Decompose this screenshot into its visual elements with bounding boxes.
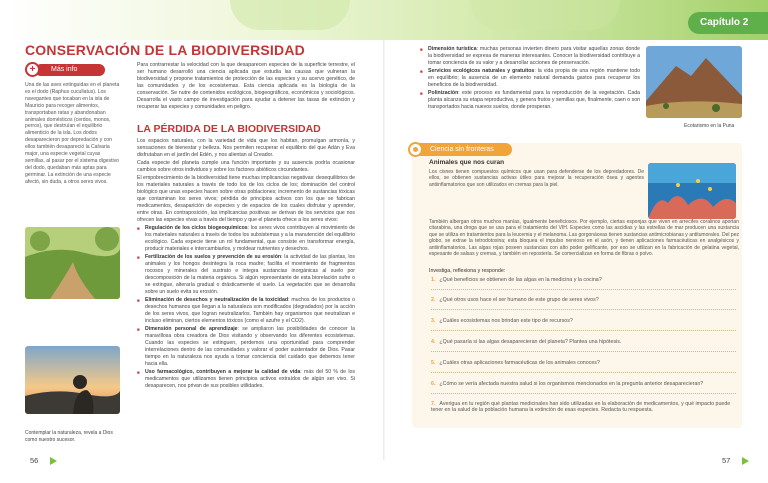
bullet-item [137,254,355,296]
question-text: ¿Qué otros usos hace el ser humano de este grupo de seres vivos? [439,297,599,303]
bullet-text: : la actividad de las plantas, los animales y los hongos desintegra la roca madre; facilita el movimiento de fragmentos rocosos y minerales del sustrato e integra sustancias inorgánicas al suelo por descomposición de la materia orgánica. Si algún representante de esta biorelación sufre o se extingue, alteraría gradual o drásticamente el suelo. La vegetación que se desarrolla sobre un suelo evita su erosión. [145,254,355,295]
globe-icon [408,142,423,157]
bullet-text: : se ampliaron las posibilidades de conocer la maravillosa obra creadora de Dios visitando y observando los diferentes ecosistemas. Cuando las especies se extinguen, perdemos una oportunidad para comprender interrelaciones dentro de las comunidades y valorar el poder sustentador de Dios. Pasar tiempo en la naturaleza nos ayuda a tomar conciencia del cuidado que debemos tener hacia ella. [145,326,355,367]
answer-line [431,309,736,310]
mas-info-badge [25,62,105,77]
question-5: 5. ¿Cuáles otras aplicaciones farmacéuticas de los animales conoces? [431,360,736,366]
bullet-item [420,68,640,89]
intro-text: Para contrarrestar la velocidad con la que desaparecen especies de la superficie terrestre, el ser humano desarrolló una ciencia aplicada que estudia las causas que vulneran la biodiversidad y propone tratamientos de protección de las especies y su acervo genético, de las comunidades y de los ecosistemas. Esta ciencia aplicada es la biología de la conservación. Se nutre de contenidos ecológicos, biogeográficos, económicos y sociológicos. Desarrolla el vasto campo de investigación para ayudar a detener las tasas de extinción y recuperar las especies y comunidades en peligro. [137,62,355,110]
answer-line [431,330,736,331]
trail-photo [25,227,120,299]
bullet-label: Dimensión personal de aprendizaje [145,326,238,332]
intro-paragraph [137,62,355,112]
question-3: 3. ¿Cuáles ecosistemas nos brindan este tipo de recursos? [431,318,736,324]
coral-reef-photo [648,163,736,219]
answer-line [431,289,736,290]
photo-caption: Ecotarismo en la Puna [684,123,735,129]
photo-caption: Contemplar la naturaleza, revela a Dios como nuestro sucesor. [25,430,113,443]
paragraph-2: Cada especie del planeta cumple una función importante y su ausencia podría ocasionar cambios sobre otros individuos y sobre los factores abióticos circundantes. [137,160,355,173]
question-text: ¿Cuáles otras aplicaciones farmacéuticas de los animales conoces? [439,360,600,366]
bullet-item [420,90,640,111]
bullet-text: : más del 50 % de los medicamentos que utilizamos tienen principios activos extraídos de algún ser vivo. Si desaparecen, nos privan de sus posibles utilidades. [145,369,355,389]
bullet-label: Dimensión turística [428,46,477,52]
bullet-label: Eliminación de desechos y neutralización de la toxicidad [145,297,289,303]
decorative-leaf [470,0,620,30]
answer-line [431,351,736,352]
bullet-item [137,297,355,325]
next-arrow-icon [742,457,749,465]
paragraph-3: El empobrecimiento de la biodiversidad tiene muchas implicancias negativas: desequilibrios de los materiales naturales a través de todo los de los ciclos de los; dominación del control biológico que unas especies hacen sobre otras poblaciones; incremento de sustancias tóxicas que contaminan los seres vivos; pérdida de principios activos con los que se fabrican medicamentos, desaparición de especies y de espacios de los cuales disfrutar y aprender, entre otras. En contraposición, las implicancias positivas se derivan de los servicios que nos ofrecen las especies vivas a través del tiempo y que el planeta ofrece a los seres vivos: [137,175,355,223]
chapter-tab: Capítulo 2 [688,12,768,34]
question-text: Averigua en tu región qué plantas medicinales han sido utilizadas en la elaboración de medicamentos, y qué impacto puede tener en la salud de la población humana la extinción de esas especies. Redacta tu respuesta. [431,401,731,414]
investiga-heading: Investiga, reflexiona y responde: [429,268,506,274]
bullet-text: : los seres vivos contribuyen al movimiento de los materiales naturales a través de todos los subsistemas y a la manutención del equilibrio ecológico. Cada especie tiene un rol fundamental, que consiste en transformar energía, producir materiales e intercambiarlos, y moldear nutrientes y desechos. [145,225,355,252]
plus-icon: + [25,62,40,77]
question-2: 2. ¿Qué otros usos hace el ser humano de este grupo de seres vivos? [431,297,736,303]
decorative-leaf [230,0,350,30]
answer-line [431,393,736,394]
bullet-text: : muchas personas invierten dinero para visitar aquellas zonas donde la biodiversidad se expresa de maneras interesantes. Conocer la biodiversidad contribuye a tomar conciencia de su valor y a desarrollar acciones de preservación. [428,46,640,66]
box-text-1: Los cisnes tienen compuestos químicos que usan para defenderse de los depredadores. De ellos, se obtienen sustancias activas útiles para mejorar la recuperación ósea y agentes antiinflamatorios que son utilizados en cremas para la piel. [429,169,644,188]
question-text: ¿Qué beneficios se obtienen de las algas en la medicina y la cocina? [439,277,602,283]
bullet-item [420,46,640,67]
puna-photo [646,46,742,118]
bullet-text: : muchos de los productos o desechos humanos que llegan a la naturaleza son modificados (degradados) por la acción de los seres vivos, que logran neutralizarlos. También hay organismos que neutralizan e incluso eliminan, ciertos elementos tóxicos (como el azufre y el CO2). [145,297,355,324]
next-arrow-icon [50,457,57,465]
bullet-item [137,326,355,368]
page-title: CONSERVACIÓN DE LA BIODIVERSIDAD [25,42,305,58]
mas-info-label: Más info [35,64,105,76]
bullet-label: Fertilización de los suelos y prevención de su erosión [145,254,282,260]
question-text: ¿Qué pasaría si las algas desaparecieran del planeta? Plantea una hipótesis. [439,339,622,345]
question-text: ¿Cómo se vería afectada nuestra salud si los organismos mencionados en la pregunta anterior desaparecieran? [439,381,704,387]
section-heading: LA PÉRDIDA DE LA BIODIVERSIDAD [137,123,321,135]
sunset-photo [25,346,120,414]
top-banner [0,0,768,40]
bullet-label: Regulación de los ciclos biogeoquímicos [145,225,248,231]
bullet-label: Polinización [428,90,459,96]
box-heading: Animales que nos curan [429,159,505,166]
question-1: 1. ¿Qué beneficios se obtienen de las algas en la medicina y la cocina? [431,277,736,283]
main-column-right [420,46,640,112]
main-column-left [137,138,355,391]
page-number-right: 57 [722,456,731,465]
bullet-text: : este proceso es fundamental para la reproducción de la vegetación. Cada planta alcanza su etapa reproductiva, y genera frutos y semillas que, finalmente, caen o son transportados hacia nuevos suelos, donde prosperan. [428,90,640,110]
bullet-item [137,225,355,253]
question-7: 7. Averigua en tu región qué plantas medicinales han sido utilizadas en la elaboración de medicamentos, y qué impacto puede tener en la salud de la población humana la extinción de esas especies. Redacta tu respuesta. [431,401,731,414]
question-text: ¿Cuáles ecosistemas nos brindan este tipo de recursos? [439,318,573,324]
page-number-left: 56 [30,456,39,465]
box-text-2: También albergan otros muchos manías, igualmente beneficiosos. Por ejemplo, ciertas esponjas que viven en arrecifes coralinos aportan citarabina, una droga que se usa para el tratamiento del VIH. Especies como las ascidias y las estrellas de mar producen una sustancia que se utiliza en tratamientos para la leucemia y el melanoma. Las gorgonáceas tienen sustancias antimicrobianas y antitumorales. Del pez globo, se extrae la tetrodotoxina; esta bloquea el impulso nervioso en el axón, y tienen aplicaciones farmacéuticas en analgésicos y antiinflamatorios. Las algas rojas poseen sustancias con alto poder gelificante, por eso se utilizan en la fabricación de gelatina vegetal, espesante de salsas y cremas, y también en repostería. Se comercializan en forma de fibras o polvo. [429,219,739,258]
answer-line [431,372,736,373]
bullet-item [137,369,355,390]
bullet-label: Servicios ecológicos naturales y gratuitos [428,68,535,74]
question-4: 4. ¿Qué pasaría si las algas desaparecieran del planeta? Plantea una hipótesis. [431,339,736,345]
ciencia-sin-fronteras-box [412,143,742,428]
bullet-label: Uso farmacológico, contribuyen a mejorar la calidad de vida [145,369,301,375]
paragraph-1: Los espacios naturales, con la variedad de vida que los habitan, promulgan armonía, y sensaciones de bienestar y belleza. Nos permiten recuperar el equilibrio del que Adán y Eva disfrutaban en el jardín del Edén, y nos alientan al Creador. [137,138,355,158]
sidebar-text: Una de las aves extinguidas en el planeta es el dodo (Raphus cucullatus). Los navegantes que tocaban en la isla de Mauricio para recoger alimentos, transportaban ratas y abandonaban animales domésticos (cerdos, monos, perros), que destruían el equilibrio alimenticio de la isla. Los dodos desaparecieron por depredación y con ellos también desapareció la Calvaria major, una especie vegetal cuyas semillas, al pasar por el sistema digestivo del dodo, quedaban más aptas para germinar. La extinción de una especie afectó, sin duda, a otros seres vivos. [25,82,120,185]
ciencia-label: Ciencia sin fronteras [412,143,512,156]
bullet-text: : la vida propia de una región mantiene todo en equilibrio; la ausencia de un elemento natural demanda gastos para recuperar los beneficios de la biodiversidad. [428,68,640,88]
question-6: 6. ¿Cómo se vería afectada nuestra salud si los organismos mencionados en la pregunta anterior desaparecieran? [431,381,736,387]
page-spine [383,40,385,460]
